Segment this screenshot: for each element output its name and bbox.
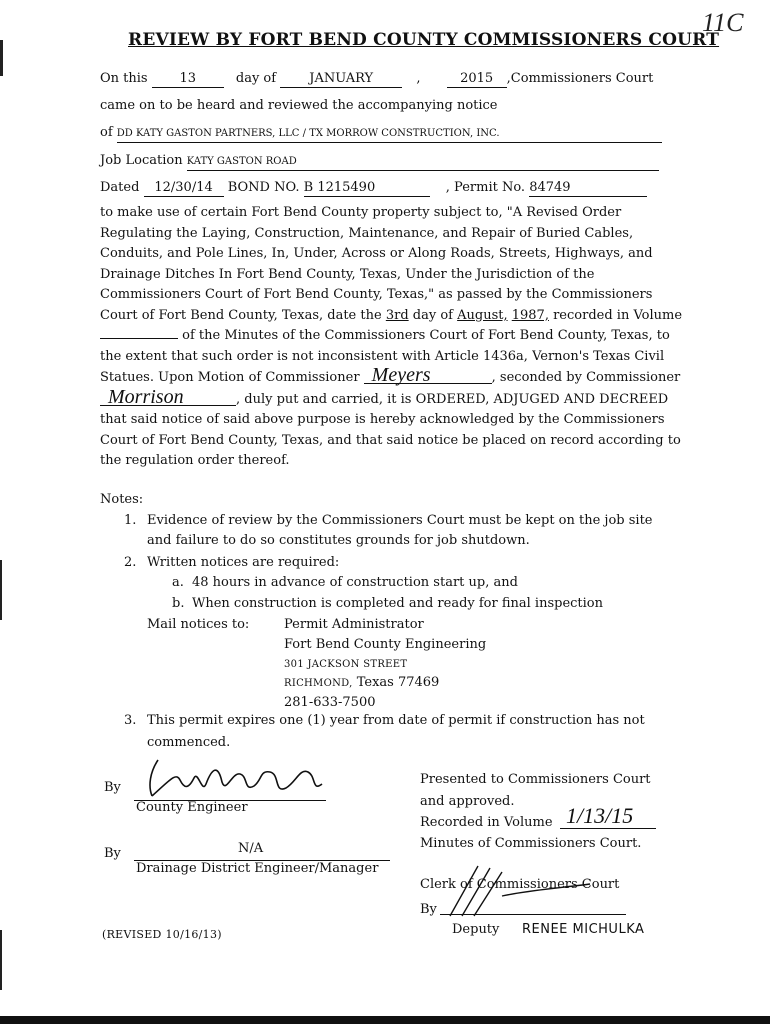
page-title: REVIEW BY FORT BEND COUNTY COMMISSIONERS COURT [128,30,720,50]
page-number: 11C [702,8,744,37]
job-location-label: Job Location [100,153,183,168]
scan-edge-mark [0,560,2,620]
scan-edge-mark [0,40,3,76]
note-3-line-2: commenced. [147,735,231,750]
scan-edge-mark [0,930,2,990]
note-2-number: 2. [124,555,137,570]
order-date-day: 3rd [385,307,409,323]
county-engineer-signature [140,750,330,802]
month-field: JANUARY [280,71,402,88]
county-engineer-label: County Engineer [136,800,248,815]
minutes-text: Minutes of Commissioners Court. [420,836,642,851]
by-label-2: By [104,846,121,861]
second-commissioner-signature: Morrison [100,389,236,406]
mail-line-2: Fort Bend County Engineering [284,637,487,652]
by-label-1: By [104,780,121,795]
note-2b-text: When construction is completed and ready for final inspection [192,596,604,611]
notice-of-line [100,124,662,143]
note-3-line-1: This permit expires one (1) year from date of permit if construction has not [147,713,645,728]
na-value: N/A [238,841,264,856]
day-field: 13 [152,71,224,88]
year-field: 2015 [447,71,507,88]
permit-label: , Permit No. [445,180,526,195]
clerk-signature [440,862,610,920]
court-label: ,Commissioners Court [506,71,654,86]
job-location-line [100,152,659,171]
order-date-year: 1987, [511,307,549,323]
note-3-number: 3. [124,713,137,728]
order-date-month: August, [457,307,508,323]
scan-bottom-edge [0,1016,770,1024]
dated-line [100,179,647,197]
recorded-date-handwritten: 1/13/15 [566,803,634,828]
recorded-volume-line [560,828,656,829]
comma: , [416,71,421,86]
bond-label: BOND NO. [227,180,300,195]
motion-commissioner-signature: Meyers [364,367,492,384]
permit-field: 84749 [529,180,647,197]
on-this-label: On this [100,71,148,86]
clerk-line [440,914,626,915]
mail-line-3: 301 JACKSON STREET [284,659,408,670]
party-field: DD KATY GASTON PARTNERS, LLC / TX MORROW CONSTRUCTION, INC. [117,126,662,143]
mail-line-1: Permit Administrator [284,617,424,632]
mail-line-4: RICHMOND, Texas 77469 [284,675,440,690]
deputy-name: RENEE MICHULKA [522,922,645,937]
note-2b-letter: b. [172,596,185,611]
job-location-field: KATY GASTON ROAD [187,154,659,171]
volume-field [100,338,178,339]
dated-field: 12/30/14 [144,180,224,197]
note-1-line-1: Evidence of review by the Commissioners Court must be kept on the job site [147,513,653,528]
notes-heading: Notes: [100,492,144,507]
note-2a-text: 48 hours in advance of construction start up, and [192,575,518,590]
dated-label: Dated [100,180,140,195]
by-label-3: By [420,902,437,917]
clerk-text: Clerk of Commissioners Court [420,877,620,892]
recorded-volume-label: Recorded in Volume [420,815,553,830]
day-of-label: day of [235,71,277,86]
revised-date: (REVISED 10/16/13) [102,928,222,941]
of-label: of [100,125,113,140]
order-paragraph: to make use of certain Fort Bend County property subject to, "A Revised Order Regulating the Laying, Construction, Maintenance, and Repair of Buried Cables, Conduits, and Pole Lines, In, Under, Across or Along Roads, Streets, Highways, and Drainage Ditches In Fort Bend County, Texas, Under the Jurisdiction of the Commissioners Court of Fort Bend County, Texas," as passed by the Commissioners Court of Fort Bend County, Texas, date the 3rd day of August, 1987, recorded in Volume of the Minutes of the Commissioners Court of Fort Bend County, Texas, to the extent that such order is not inconsistent with Article 1436a, Vernon's Texas Civil Statues. Upon Motion of Commissioner Meyers , seconded by CommissionerMorrison , duly put and carried, it is ORDERED, ADJUGED AND DECREED that said notice of said above purpose is hereby acknowledged by the Commissioners Court of Fort Bend County, Texas, and that said notice be placed on record according to the regulation order thereof. [100,205,683,468]
date-line [100,70,653,88]
approved-text: and approved. [420,794,515,809]
came-on-line: came on to be heard and reviewed the accompanying notice [100,98,498,113]
note-2a-letter: a. [172,575,184,590]
mail-notices-label: Mail notices to: [147,617,250,632]
deputy-label: Deputy [452,922,500,937]
presented-text: Presented to Commissioners Court [420,772,651,787]
note-1-number: 1. [124,513,137,528]
drainage-label: Drainage District Engineer/Manager [136,861,379,876]
note-2-text: Written notices are required: [147,555,340,570]
mail-line-5: 281-633-7500 [284,695,376,710]
note-1-line-2: and failure to do so constitutes grounds for job shutdown. [147,533,530,548]
bond-field: B 1215490 [304,180,430,197]
